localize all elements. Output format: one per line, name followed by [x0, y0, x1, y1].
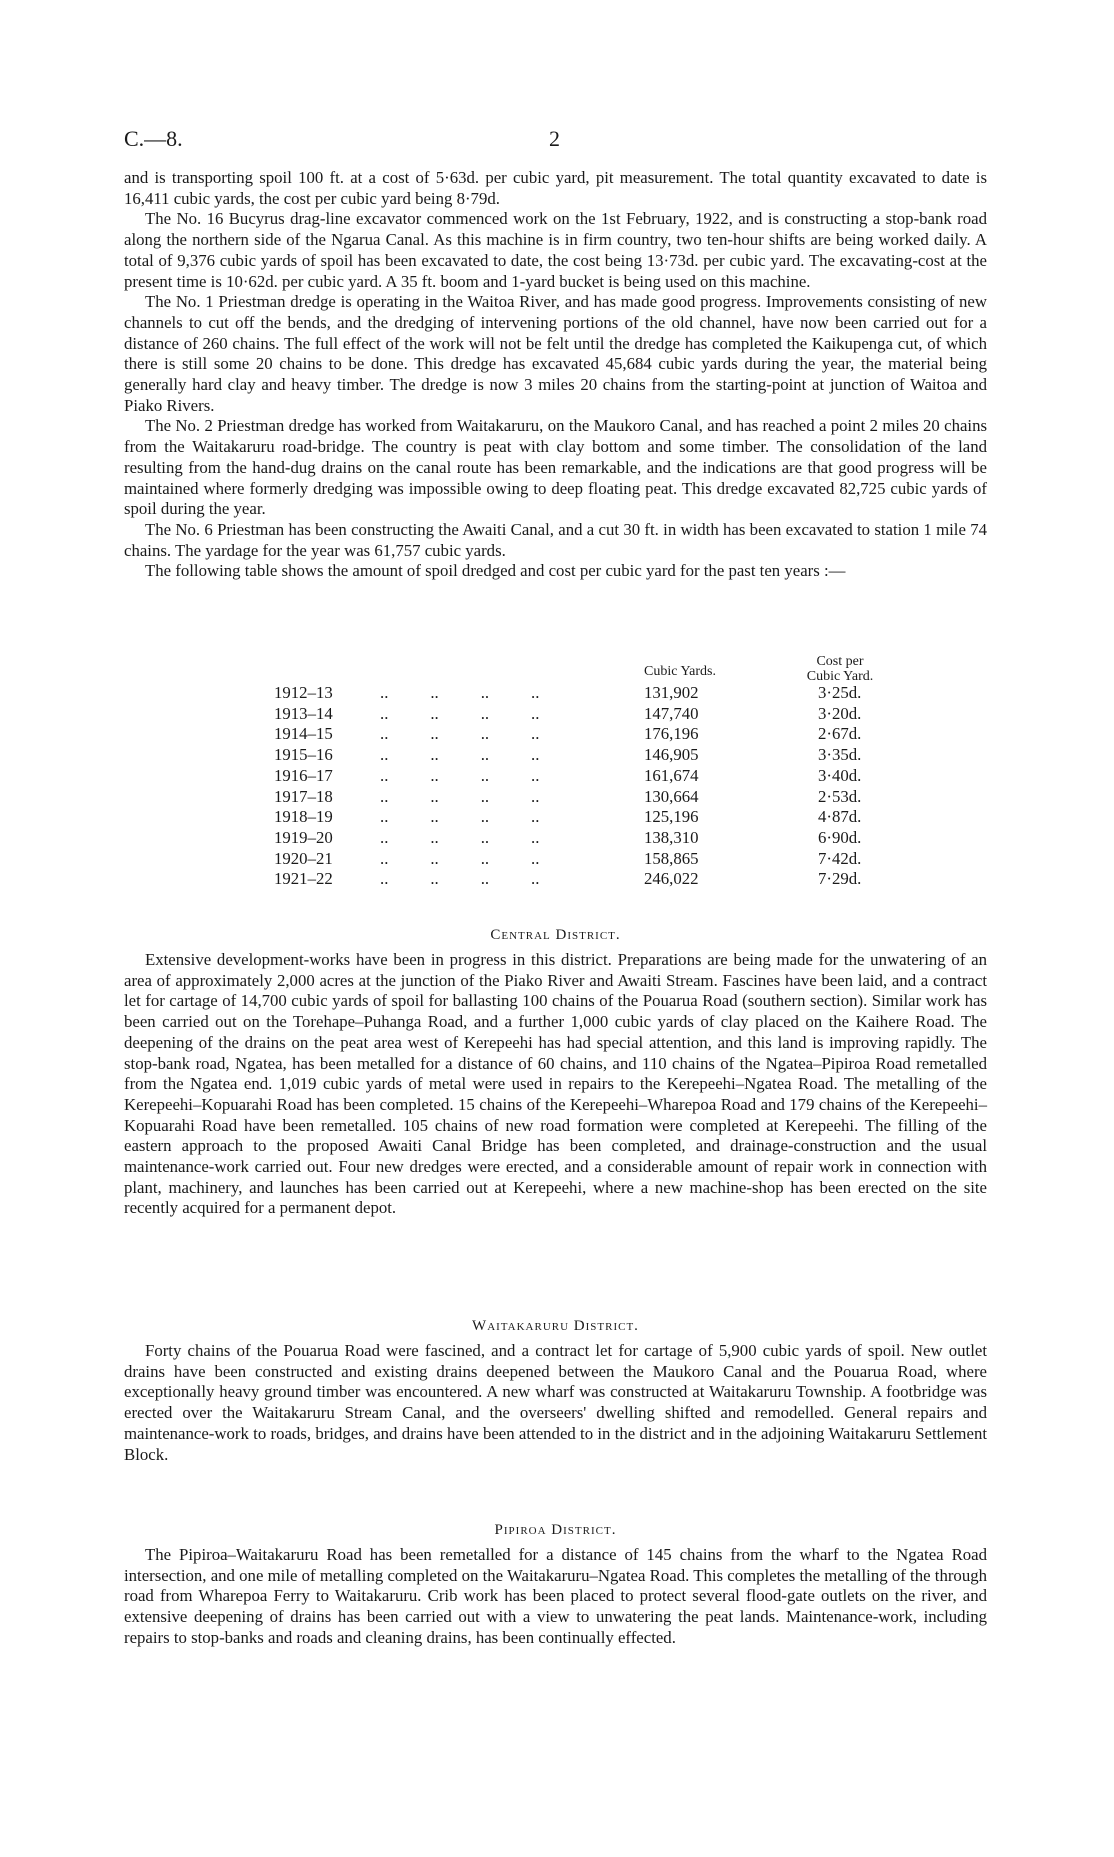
- table-header-cubic-yards: Cubic Yards.: [644, 664, 716, 679]
- waitakaruru-district-heading: Waitakaruru District.: [472, 1318, 639, 1334]
- central-district-text: [124, 950, 987, 1219]
- table-leader-dots: .. .. .. ..: [380, 807, 540, 827]
- table-leader-dots: .. .. .. ..: [380, 827, 540, 847]
- table-cell-cost: 3·40d.: [818, 765, 862, 785]
- table-cell-year: 1919–20: [274, 827, 333, 847]
- table-cell-cubic-yards: 125,196: [644, 807, 699, 827]
- table-cell-cost: 3·20d.: [818, 703, 862, 723]
- table-row: [0, 828, 1114, 848]
- table-cell-year: 1912–13: [274, 683, 333, 702]
- paragraph: The No. 16 Bucyrus drag-line excavator commenced work on the 1st February, 1922, and is constructing a stop-bank road along the northern side of the Ngarua Canal. As this machine is in firm country, two ten-hour shifts are being worked daily. A total of 9,376 cubic yards of spoil has been excavated to date, the cost being 13·73d. per cubic yard. The excavating-cost at the present time is 10·62d. per cubic yard. A 35 ft. boom and 1-yard bucket is being used on this machine.: [124, 209, 987, 291]
- pipiroa-district-text: [124, 1545, 987, 1649]
- paragraph: Forty chains of the Pouarua Road were fascined, and a contract let for cartage of 5,900 cubic yards of spoil. New outlet drains have been constructed and existing drains deepened between the Maukoro Canal and the Pouarua Road, where exceptionally heavy ground timber was encountered. A new wharf was constructed at Waitakaruru Township. A footbridge was erected over the Waitakaruru Stream Canal, and the overseers' dwelling shifted and remodelled. General repairs and maintenance-work to roads, bridges, and drains have been attended to in the district and in the adjoining Waitakaruru Settlement Block.: [124, 1341, 987, 1464]
- table-cell-year: 1917–18: [274, 786, 333, 806]
- document-reference: C.—8.: [124, 126, 183, 151]
- table-cell-cost: 4·87d.: [818, 807, 862, 827]
- table-cell-year: 1918–19: [274, 807, 333, 827]
- paragraph: Extensive development-works have been in progress in this district. Preparations are being made for the unwatering of an area of approximately 2,000 acres at the junction of the Piako River and Awaiti Stream. Fascines have been laid, and a contract let for cartage of 14,700 cubic yards of spoil for ballasting 100 chains of the Pouarua Road (southern section). Similar work has been carried out on the Torehape–Puhanga Road, and a further 1,000 cubic yards of clay placed on the Kaihere Road. The deepening of the drains on the peat area west of Kerepeehi has had special attention, and this land is improving rapidly. The stop-bank road, Ngatea, has been metalled for a distance of 60 chains, and 110 chains of the Ngatea–Pipiroa Road remetalled from the Ngatea end. 1,019 cubic yards of metal were used in repairs to the Kerepeehi–Ngatea Road. The metalling of the Kerepeehi–Kopuarahi Road has been completed. 15 chains of the Kerepeehi–Wharepoa Road and 179 chains of the Kerepeehi–Kopuarahi Road have been remetalled. 105 chains of new road formation were completed at Kerepeehi. The filling of the eastern approach to the proposed Awaiti Canal Bridge has been completed, and drainage-construction and the usual maintenance-work carried out. Four new dredges were erected, and a considerable amount of repair work in connection with plant, machinery, and launches has been carried out at Kerepeehi, where a new machine-shop has been erected on the site recently acquired for a permanent depot.: [124, 950, 987, 1218]
- table-row: [0, 704, 1114, 724]
- table-row: [0, 745, 1114, 765]
- table-row: [0, 724, 1114, 744]
- table-leader-dots: .. .. .. ..: [380, 683, 540, 702]
- table-cell-cubic-yards: 130,664: [644, 786, 699, 806]
- table-cell-cost: 2·67d.: [818, 724, 862, 744]
- paragraph: The Pipiroa–Waitakaruru Road has been remetalled for a distance of 145 chains from the wharf to the Ngatea Road intersection, and one mile of metalling completed on the Waitakaruru–Ngatea Road. This completes the metalling of the through road from Wharepoa Ferry to Waitakaruru. Crib work has been placed to protect several flood-gate outlets on the river, and extensive deepening of drains has been carried out with a view to unwatering the peat lands. Maintenance-work, including repairs to stop-banks and roads and cleaning drains, has been continually effected.: [124, 1545, 987, 1647]
- table-cell-cost: 6·90d.: [818, 827, 862, 847]
- paragraph: The No. 1 Priestman dredge is operating in the Waitoa River, and has made good progress. Improvements consisting of new channels to cut off the bends, and the dredging of intervening portions of the old channel, have now been carried out for a distance of 260 chains. The full effect of the work will not be felt until the dredge has completed the Kaikupenga cut, of which there is still some 20 chains to be done. This dredge has excavated 45,684 cubic yards during the year, the material being generally hard clay and heavy timber. The dredge is now 3 miles 20 chains from the starting-point at junction of Waitoa and Piako Rivers.: [124, 292, 987, 415]
- table-cell-year: 1913–14: [274, 703, 333, 723]
- table-leader-dots: .. .. .. ..: [380, 745, 540, 765]
- table-row: [0, 683, 1114, 703]
- table-cell-cubic-yards: 246,022: [644, 869, 699, 889]
- table-leader-dots: .. .. .. ..: [380, 724, 540, 744]
- table-header-cost-line2: Cubic Yard.: [806, 669, 874, 684]
- table-header-cost: [795, 654, 885, 684]
- table-cell-year: 1920–21: [274, 848, 333, 868]
- paragraph: and is transporting spoil 100 ft. at a cost of 5·63d. per cubic yard, pit measurement. The total quantity excavated to date is 16,411 cubic yards, the cost per cubic yard being 8·79d.: [124, 168, 987, 208]
- table-cell-cubic-yards: 176,196: [644, 724, 699, 744]
- table-cell-cost: 3·25d.: [818, 683, 862, 702]
- table-cell-cubic-yards: 138,310: [644, 827, 699, 847]
- dredging-section: [124, 168, 987, 582]
- table-cell-cost: 7·42d.: [818, 848, 862, 868]
- table-leader-dots: .. .. .. ..: [380, 848, 540, 868]
- waitakaruru-district-text: [124, 1341, 987, 1465]
- table-cell-year: 1916–17: [274, 765, 333, 785]
- table-cell-cost: 3·35d.: [818, 745, 862, 765]
- table-row: [0, 869, 1114, 889]
- paragraph: The following table shows the amount of spoil dredged and cost per cubic yard for the past ten years :—: [145, 561, 846, 581]
- page-number: 2: [549, 126, 560, 151]
- table-leader-dots: .. .. .. ..: [380, 869, 540, 889]
- table-row: [0, 807, 1114, 827]
- table-leader-dots: .. .. .. ..: [380, 703, 540, 723]
- table-header-cost-line1: Cost per: [816, 654, 864, 669]
- table-cell-year: 1921–22: [274, 869, 333, 889]
- pipiroa-district-heading: Pipiroa District.: [494, 1522, 617, 1538]
- table-leader-dots: .. .. .. ..: [380, 765, 540, 785]
- paragraph: The No. 2 Priestman dredge has worked from Waitakaruru, on the Maukoro Canal, and has reached a point 2 miles 20 chains from the Waitakaruru road-bridge. The country is peat with clay bottom and some timber. The consolidation of the land resulting from the hand-dug drains on the canal route has been remarkable, and the indications are that good progress will be maintained where formerly dredging was impossible owing to deep floating peat. This dredge excavated 82,725 cubic yards of spoil during the year.: [124, 416, 987, 519]
- table-row: [0, 787, 1114, 807]
- table-cell-year: 1915–16: [274, 745, 333, 765]
- central-district-heading: Central District.: [490, 927, 621, 943]
- table-cell-cubic-yards: 158,865: [644, 848, 699, 868]
- table-row: [0, 849, 1114, 869]
- table-cell-year: 1914–15: [274, 724, 333, 744]
- table-cell-cubic-yards: 146,905: [644, 745, 699, 765]
- table-row: [0, 766, 1114, 786]
- table-cell-cubic-yards: 131,902: [644, 683, 699, 702]
- table-cell-cost: 7·29d.: [818, 869, 862, 889]
- table-cell-cost: 2·53d.: [818, 786, 862, 806]
- paragraph: The No. 6 Priestman has been constructing the Awaiti Canal, and a cut 30 ft. in width has been excavated to station 1 mile 74 chains. The yardage for the year was 61,757 cubic yards.: [124, 519, 987, 560]
- table-cell-cubic-yards: 147,740: [644, 703, 699, 723]
- table-cell-cubic-yards: 161,674: [644, 765, 699, 785]
- table-leader-dots: .. .. .. ..: [380, 786, 540, 806]
